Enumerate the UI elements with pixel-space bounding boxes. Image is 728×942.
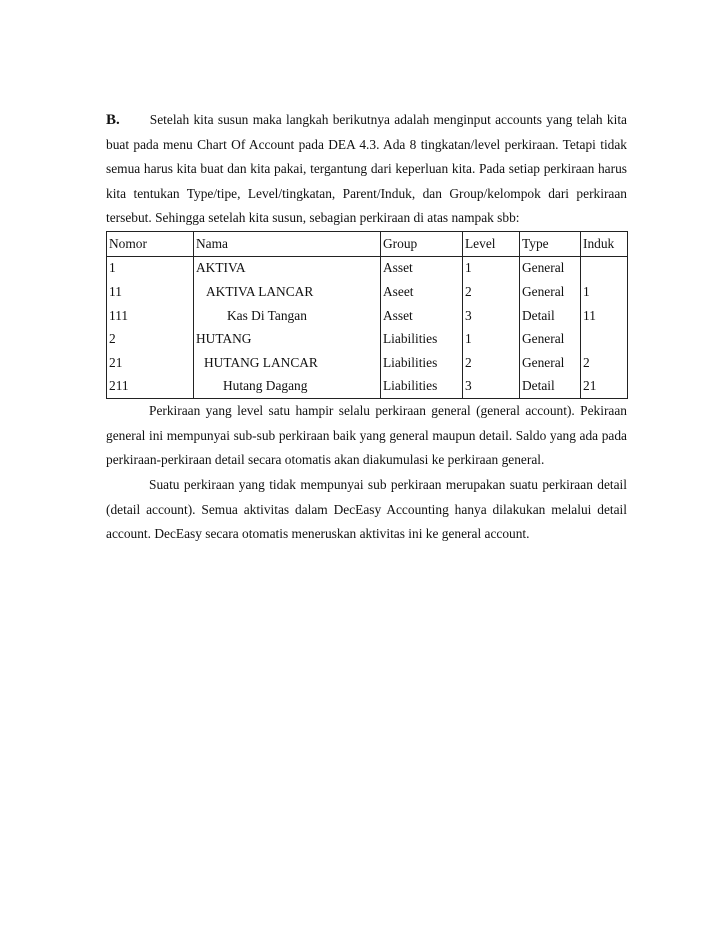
cell-level: 1 bbox=[463, 256, 520, 280]
cell-induk bbox=[581, 327, 628, 351]
table-row bbox=[107, 327, 628, 351]
section-marker: B. bbox=[106, 112, 120, 128]
cell-nama: Kas Di Tangan bbox=[194, 304, 381, 328]
cell-type: Detail bbox=[520, 304, 581, 328]
cell-induk: 2 bbox=[581, 351, 628, 375]
cell-type: General bbox=[520, 351, 581, 375]
intro-text: Setelah kita susun maka langkah berikutnya adalah menginput accounts yang telah kita buat pada menu Chart Of Account pada DEA 4.3. Ada 8 tingkatan/level perkiraan. Tetapi tidak semua harus kita buat dan kita pakai, tergantung dari keperluan kita. Pada setiap perkiraan harus kita tentukan Type/tipe, Level/tingkatan, Parent/Induk, dan Group/kelompok dari perkiraan tersebut. Sehingga setelah kita susun, sebagian perkiraan di atas nampak sbb: bbox=[106, 112, 627, 226]
table-row bbox=[107, 351, 628, 375]
cell-group: Asset bbox=[381, 304, 463, 328]
cell-group: Liabilities bbox=[381, 327, 463, 351]
header-induk: Induk bbox=[581, 231, 628, 256]
table-row bbox=[107, 304, 628, 328]
cell-nomor: 21 bbox=[107, 351, 194, 375]
cell-type: General bbox=[520, 280, 581, 304]
cell-group: Liabilities bbox=[381, 375, 463, 399]
cell-induk: 1 bbox=[581, 280, 628, 304]
cell-nama: HUTANG LANCAR bbox=[194, 351, 381, 375]
paragraph-detail-account: Suatu perkiraan yang tidak mempunyai sub perkiraan merupakan suatu perkiraan detail (detail account). Semua aktivitas dalam DecEasy Accounting hanya dilakukan melalui detail account. DecEasy secara otomatis meneruskan aktivitas ini ke general account. bbox=[106, 476, 627, 542]
cell-nomor: 211 bbox=[107, 375, 194, 399]
header-nomor: Nomor bbox=[107, 231, 194, 256]
table-row bbox=[107, 375, 628, 399]
cell-nomor: 11 bbox=[107, 280, 194, 304]
cell-group: Asset bbox=[381, 256, 463, 280]
cell-nama: Hutang Dagang bbox=[194, 375, 381, 399]
cell-type: Detail bbox=[520, 375, 581, 399]
cell-induk: 11 bbox=[581, 304, 628, 328]
table-row bbox=[107, 256, 628, 280]
cell-nomor: 1 bbox=[107, 256, 194, 280]
cell-nomor: 2 bbox=[107, 327, 194, 351]
header-type: Type bbox=[520, 231, 581, 256]
intro-paragraph bbox=[106, 108, 627, 231]
cell-group: Aseet bbox=[381, 280, 463, 304]
cell-induk bbox=[581, 256, 628, 280]
header-nama: Nama bbox=[194, 231, 381, 256]
cell-type: General bbox=[520, 327, 581, 351]
cell-level: 3 bbox=[463, 375, 520, 399]
accounts-table bbox=[106, 231, 628, 399]
header-level: Level bbox=[463, 231, 520, 256]
cell-nama: AKTIVA LANCAR bbox=[194, 280, 381, 304]
document-page bbox=[106, 108, 627, 547]
cell-level: 2 bbox=[463, 280, 520, 304]
cell-type: General bbox=[520, 256, 581, 280]
header-group: Group bbox=[381, 231, 463, 256]
cell-level: 2 bbox=[463, 351, 520, 375]
table-header-row bbox=[107, 231, 628, 256]
cell-induk: 21 bbox=[581, 375, 628, 399]
paragraph-general-account: Perkiraan yang level satu hampir selalu perkiraan general (general account). Pekiraan general ini mempunyai sub-sub perkiraan baik yang general maupun detail. Saldo yang ada pada perkiraan-perkiraan detail secara otomatis akan diakumulasi ke perkiraan general. bbox=[106, 403, 627, 468]
cell-level: 3 bbox=[463, 304, 520, 328]
cell-nama: AKTIVA bbox=[194, 256, 381, 280]
cell-nomor: 111 bbox=[107, 304, 194, 328]
table-row bbox=[107, 280, 628, 304]
cell-nama: HUTANG bbox=[194, 327, 381, 351]
cell-level: 1 bbox=[463, 327, 520, 351]
cell-group: Liabilities bbox=[381, 351, 463, 375]
